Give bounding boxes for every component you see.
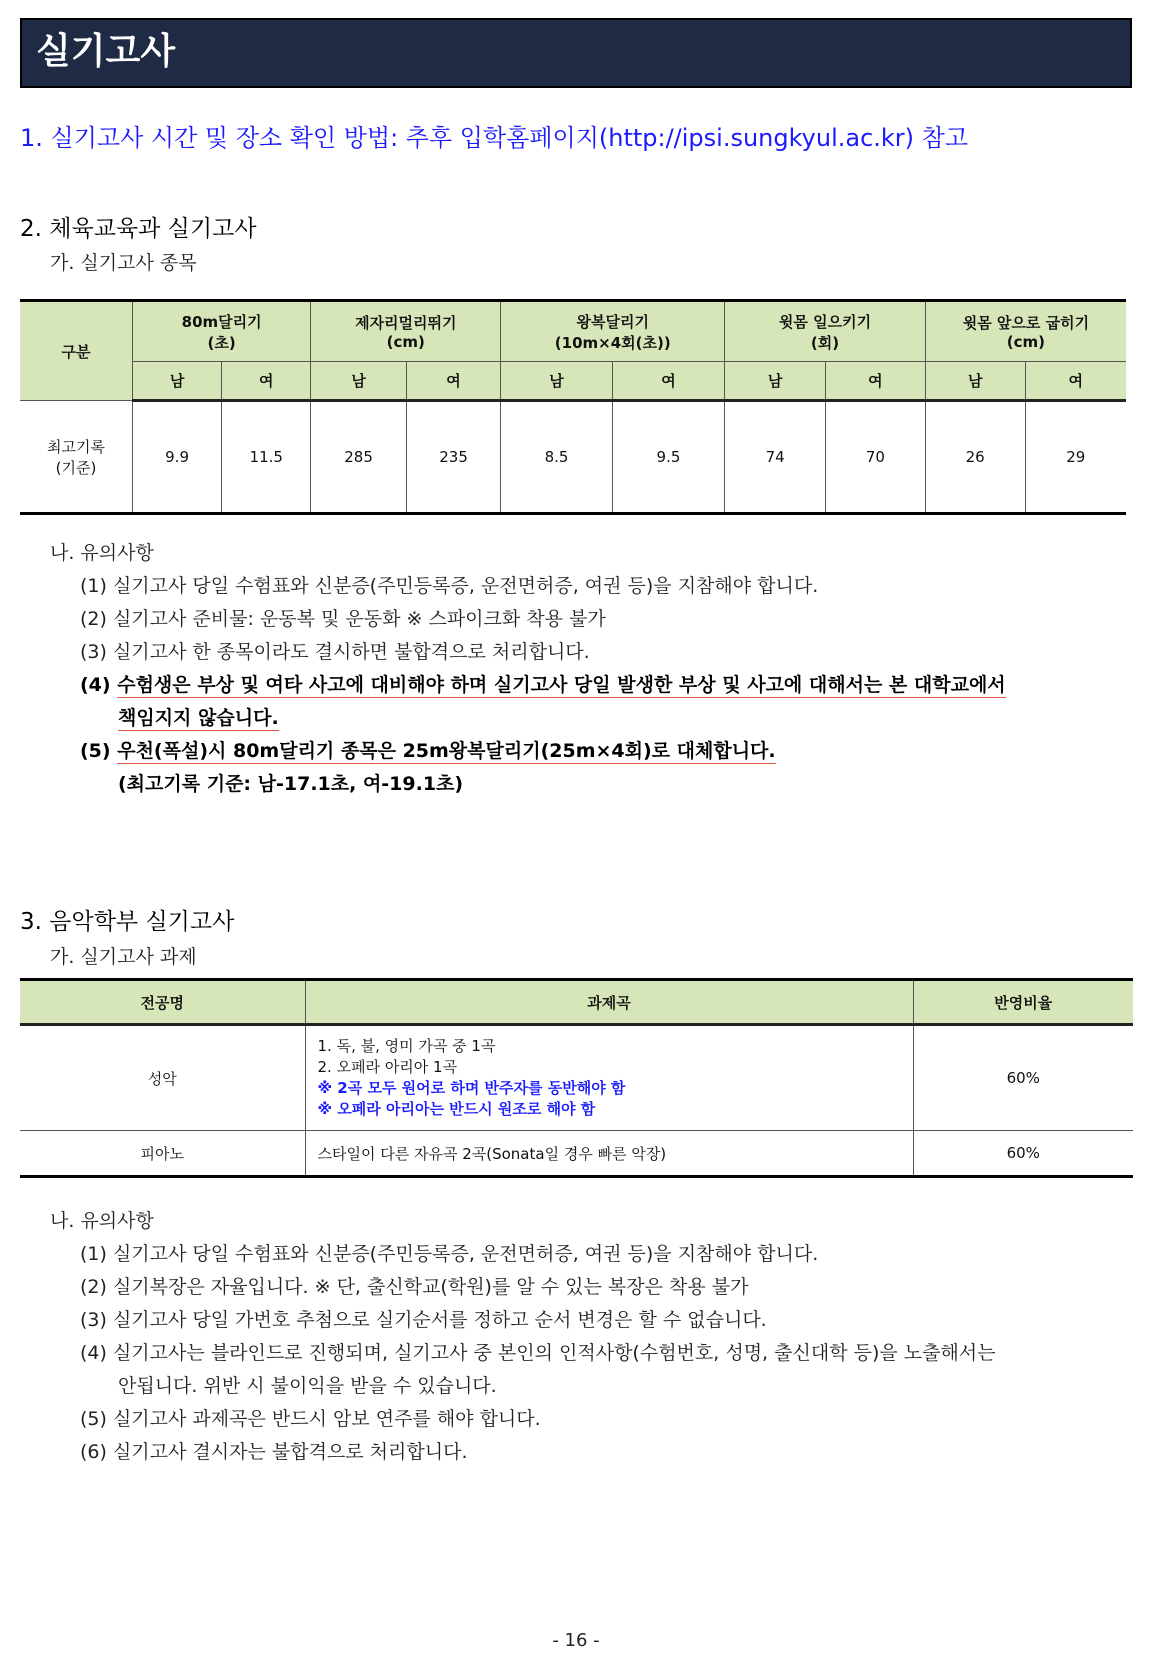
event-header: 제자리멀리뛰기 (cm) bbox=[311, 301, 501, 362]
record-value: 9.9 bbox=[133, 401, 222, 514]
gender-female: 여 bbox=[406, 362, 500, 401]
table-row bbox=[20, 1025, 1133, 1131]
gender-male: 남 bbox=[725, 362, 826, 401]
section2-sub-a: 가. 실기고사 종목 bbox=[50, 252, 197, 274]
record-value: 9.5 bbox=[612, 401, 725, 514]
pe-note-1: (1) 실기고사 당일 수험표와 신분증(주민등록증, 운전면허증, 여권 등)을 지참해야 합니다. bbox=[80, 575, 819, 597]
music-note-5: (5) 실기고사 과제곡은 반드시 암보 연주를 해야 합니다. bbox=[80, 1408, 541, 1430]
pe-note-2: (2) 실기고사 준비물: 운동복 및 운동화 ※ 스파이크화 착용 불가 bbox=[80, 608, 606, 630]
record-value: 11.5 bbox=[222, 401, 311, 514]
music-note-4-cont: 안됩니다. 위반 시 불이익을 받을 수 있습니다. bbox=[118, 1375, 497, 1397]
gender-male: 남 bbox=[925, 362, 1025, 401]
gender-female: 여 bbox=[612, 362, 725, 401]
section2-title: 2. 체육교육과 실기고사 bbox=[20, 216, 257, 242]
ratio-cell: 60% bbox=[913, 1025, 1133, 1131]
event-header: 윗몸 일으키기 (회) bbox=[725, 301, 926, 362]
pe-note-3: (3) 실기고사 한 종목이라도 결시하면 불합격으로 처리합니다. bbox=[80, 641, 590, 663]
page-title: 실기고사 bbox=[20, 18, 1132, 88]
music-note-2: (2) 실기복장은 자율입니다. ※ 단, 출신학교(학원)를 알 수 있는 복장은 착용 불가 bbox=[80, 1276, 749, 1298]
section3-sub-a: 가. 실기고사 과제 bbox=[50, 946, 197, 968]
gender-male: 남 bbox=[133, 362, 222, 401]
event-header: 윗몸 앞으로 굽히기 (cm) bbox=[925, 301, 1126, 362]
header-major: 전공명 bbox=[20, 980, 305, 1025]
record-value: 70 bbox=[826, 401, 926, 514]
record-value: 29 bbox=[1025, 401, 1126, 514]
gender-male: 남 bbox=[501, 362, 612, 401]
tasks-cell: 1. 독, 불, 영미 가곡 중 1곡 2. 오페라 아리아 1곡 ※ 2곡 모두 원어로 하며 반주자를 동반해야 함 ※ 오페라 아리아는 반드시 원조로 해야 함 bbox=[305, 1025, 913, 1131]
header-tasks: 과제곡 bbox=[305, 980, 913, 1025]
music-note-4: (4) 실기고사는 블라인드로 진행되며, 실기고사 중 본인의 인적사항(수험번호, 성명, 출신대학 등)을 노출해서는 bbox=[80, 1342, 996, 1364]
gender-female: 여 bbox=[826, 362, 926, 401]
table-row bbox=[20, 1131, 1133, 1177]
pe-note-4-cont: 책임지지 않습니다. bbox=[118, 707, 279, 729]
music-note-1: (1) 실기고사 당일 수험표와 신분증(주민등록증, 운전면허증, 여권 등)을 지참해야 합니다. bbox=[80, 1243, 819, 1265]
tasks-cell: 스타일이 다른 자유곡 2곡(Sonata일 경우 빠른 악장) bbox=[305, 1131, 913, 1177]
record-value: 26 bbox=[925, 401, 1025, 514]
record-value: 8.5 bbox=[501, 401, 612, 514]
pe-note-5: (5) 우천(폭설)시 80m달리기 종목은 25m왕복달리기(25m×4회)로 대체합니다. bbox=[80, 740, 776, 762]
section1-text: 1. 실기고사 시간 및 장소 확인 방법: 추후 입학홈페이지(http://ipsi.sungkyul.ac.kr) 참고 bbox=[20, 124, 969, 152]
header-ratio: 반영비율 bbox=[913, 980, 1133, 1025]
row-label: 최고기록 (기준) bbox=[20, 401, 133, 514]
record-value: 285 bbox=[311, 401, 407, 514]
page-number: - 16 - bbox=[552, 1630, 600, 1651]
pe-note-4: (4) 수험생은 부상 및 여타 사고에 대비해야 하며 실기고사 당일 발생한 부상 및 사고에 대해서는 본 대학교에서 bbox=[80, 674, 1006, 696]
record-value: 235 bbox=[406, 401, 500, 514]
section2-sub-b: 나. 유의사항 bbox=[50, 542, 154, 564]
pe-exam-table bbox=[20, 299, 1126, 515]
major-cell: 성악 bbox=[20, 1025, 305, 1131]
section3-sub-b: 나. 유의사항 bbox=[50, 1210, 154, 1232]
gender-male: 남 bbox=[311, 362, 407, 401]
pe-note-5-cont: (최고기록 기준: 남-17.1초, 여-19.1초) bbox=[118, 773, 464, 795]
ratio-cell: 60% bbox=[913, 1131, 1133, 1177]
event-header: 80m달리기 (초) bbox=[133, 301, 311, 362]
music-note-3: (3) 실기고사 당일 가번호 추첨으로 실기순서를 정하고 순서 변경은 할 수 없습니다. bbox=[80, 1309, 767, 1331]
section3-title: 3. 음악학부 실기고사 bbox=[20, 909, 235, 935]
major-cell: 피아노 bbox=[20, 1131, 305, 1177]
music-exam-table bbox=[20, 978, 1133, 1178]
event-header: 왕복달리기 (10m×4회(초)) bbox=[501, 301, 725, 362]
gender-female: 여 bbox=[1025, 362, 1126, 401]
record-value: 74 bbox=[725, 401, 826, 514]
table-corner: 구분 bbox=[20, 301, 133, 401]
gender-female: 여 bbox=[222, 362, 311, 401]
music-note-6: (6) 실기고사 결시자는 불합격으로 처리합니다. bbox=[80, 1441, 468, 1463]
